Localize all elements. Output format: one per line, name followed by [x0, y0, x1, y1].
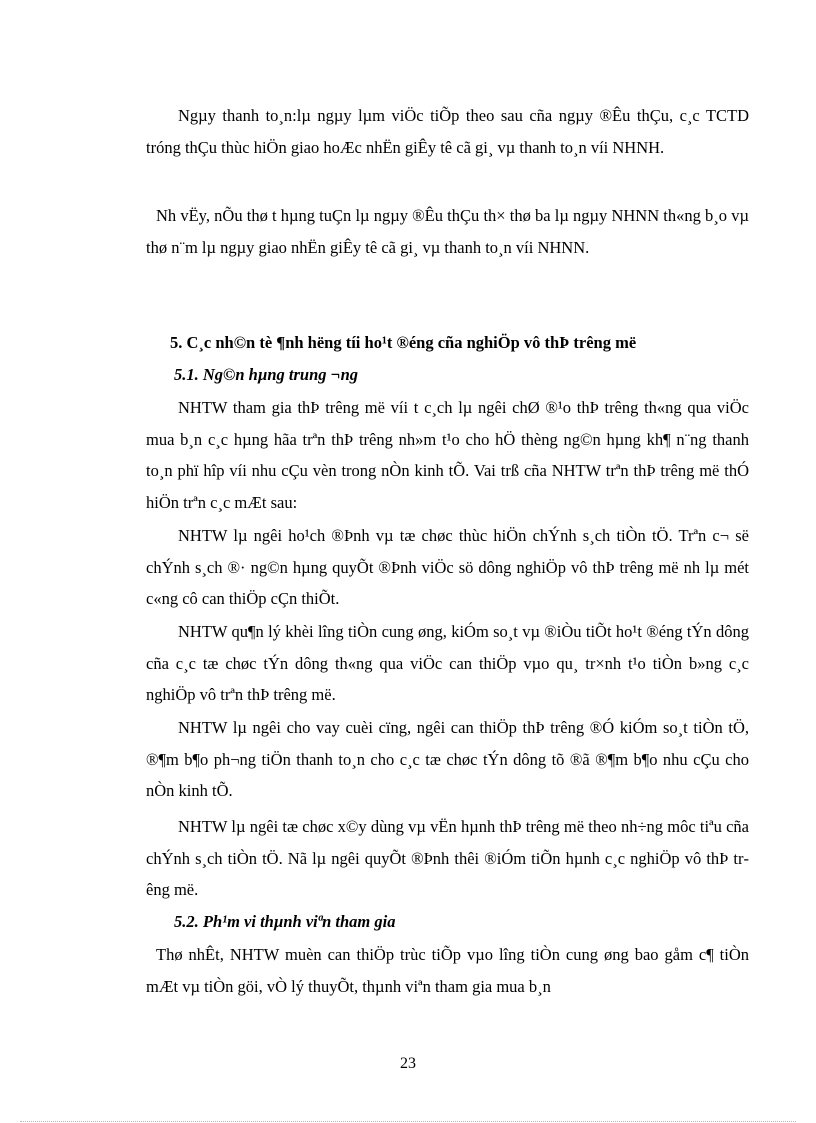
paragraph-money-supply: NHTW qu¶n lý khèi lîng tiÒn cung øng, kiÓm so¸t vµ ®iÒu tiÕt ho¹t ®éng tÝn dông cña c¸c tæ chøc tÝn dông th«ng qua viÖc can thiÖp vµo qu¸ tr×nh t¹o tiÒn b»ng c¸c nghiÖp vô trªn thÞ trêng më. — [146, 622, 749, 705]
subsection-title-central-bank: 5.1. Ng©n hµng trung ¬ng — [174, 365, 359, 384]
paragraph-participants: Thø nhÊt, NHTW muèn can thiÖp trùc tiÕp vµo lîng tiÒn cung øng bao gåm c¶ tiÒn mÆt vµ tiÒn göi, vÒ lý thuyÕt, thµnh viªn tham gia mua b¸n — [146, 945, 749, 996]
paragraph-lender-of-last-resort: NHTW lµ ngêi cho vay cuèi cïng, ngêi can thiÖp thÞ trêng ®Ó kiÓm so¸t tiÒn tÖ, ®¶m b¶o ph¬ng tiÖn thanh to¸n cho c¸c tæ chøc tÝn dông tõ ®ã ®¶m b¶o nhu cÇu cho nÒn kinh tÕ. — [146, 718, 749, 801]
paragraph-central-bank-role: NHTW tham gia thÞ trêng më víi t c¸ch lµ ngêi chØ ®¹o thÞ trêng th«ng qua viÖc mua b¸n c¸c hµng hãa trªn thÞ trêng nh»m t¹o cho hÖ thèng ng©n hµng kh¶ n¨ng thanh to¸n phï hîp víi nhu cÇu vèn trong nÒn kinh tÕ. Vai trß cña NHTW trªn thÞ trêng më thÓ hiÖn trªn c¸c mÆt sau: — [146, 398, 749, 513]
paragraph-settlement-date: Ngµy thanh to¸n:lµ ngµy lµm viÖc tiÕp theo sau cña ngµy ®Êu thÇu, c¸c TCTD tróng thÇu thùc hiÖn giao hoÆc nhËn giÊy tê cã gi¸ vµ thanh to¸n víi NHNH. — [146, 106, 749, 157]
page-bottom-border — [20, 1121, 796, 1122]
subsection-title-participants: 5.2. Ph¹m vi thµnh viªn tham gia — [174, 912, 396, 931]
paragraph-weekly-schedule: Nh vËy, nÕu thø t hµng tuÇn lµ ngµy ®Êu thÇu th× thø ba lµ ngµy NHNN th«ng b¸o vµ thø n¨m lµ ngµy giao nhËn giÊy tê cã gi¸ vµ thanh to¸n víi NHNN. — [146, 206, 749, 257]
paragraph-market-organizer: NHTW lµ ngêi tæ chøc x©y dùng vµ vËn hµnh thÞ trêng më theo nh÷ng môc tiªu cña chÝnh s¸ch tiÒn tÖ. Nã lµ ngêi quyÕt ®Þnh thêi ®iÓm tiÕn hµnh c¸c nghiÖp vô thÞ trêng më. — [146, 817, 749, 900]
section-heading: 5. C¸c nh©n tè ¶nh hëng tíi ho¹t ®éng cña nghiÖp vô thÞ trêng më — [170, 333, 637, 352]
paragraph-policy-maker: NHTW lµ ngêi ho¹ch ®Þnh vµ tæ chøc thùc hiÖn chÝnh s¸ch tiÒn tÖ. Trªn c¬ së chÝnh s¸ch ®· ng©n hµng quyÕt ®Þnh viÖc sö dông nghiÖp vô thÞ trêng më nh lµ mét c«ng cô can thiÖp cÇn thiÕt. — [146, 526, 749, 609]
page-number: 23 — [400, 1055, 416, 1072]
